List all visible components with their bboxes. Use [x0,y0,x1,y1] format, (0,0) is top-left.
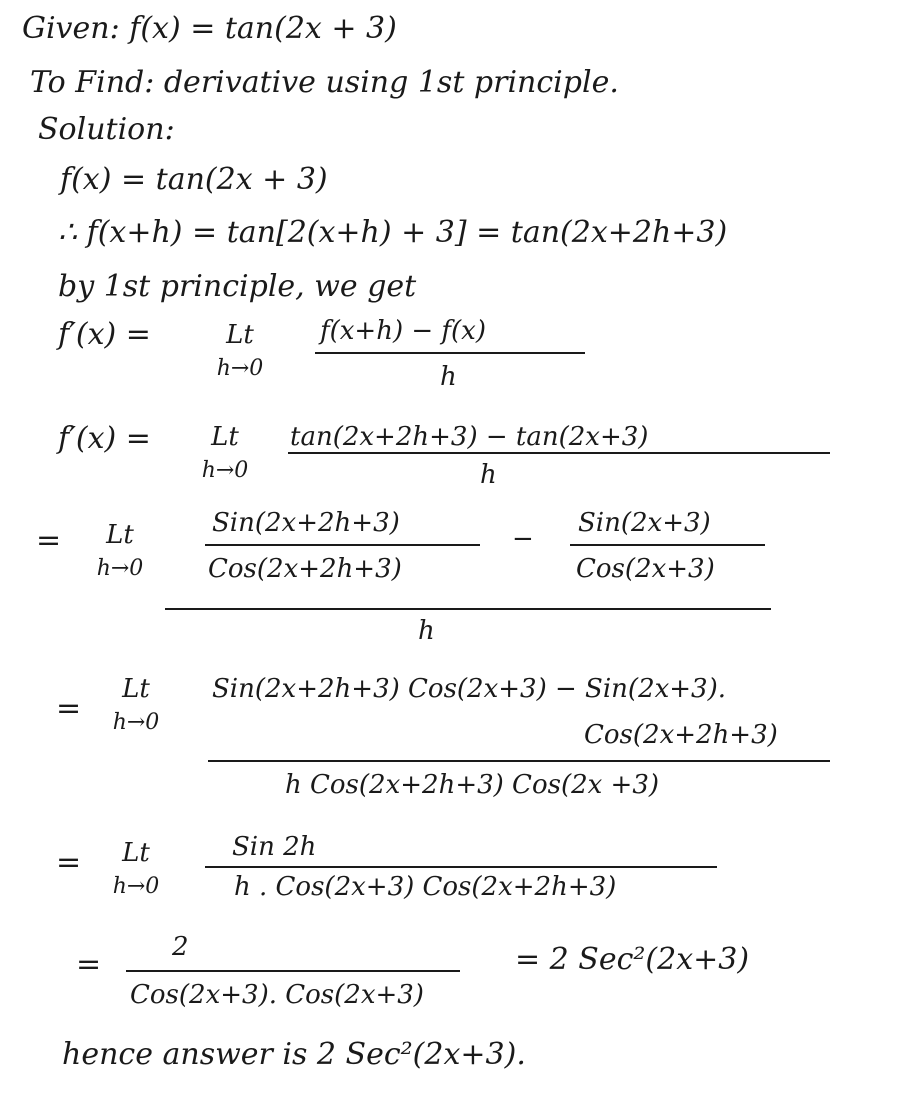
step6-numerator-1: Sin(2x+2h+3) [212,508,400,538]
final-answer: hence answer is 2 Sec²(2x+3). [62,1037,526,1072]
step9-numerator: 2 [172,932,189,962]
step7-limit: Lt h→0 [112,674,160,735]
step6-minus: − [512,524,534,554]
to-find-line: To Find: derivative using 1st principle. [30,65,619,100]
step5-lhs: f′(x) = [58,421,151,456]
step6-inner-bar-2 [570,544,765,546]
step8-denominator: h . Cos(2x+3) Cos(2x+2h+3) [234,872,617,902]
step9-denominator: Cos(2x+3). Cos(2x+3) [130,980,424,1010]
step6-numerator-2: Sin(2x+3) [578,508,711,538]
step7-numerator-b: Cos(2x+2h+3) [584,720,778,750]
solution-heading: Solution: [38,112,175,147]
step6-denominator: h [418,616,435,646]
step6-inner-bar-1 [205,544,480,546]
step7-numerator-a: Sin(2x+2h+3) Cos(2x+3) − Sin(2x+3). [212,674,727,704]
step6-main-bar [165,608,771,610]
step7-fraction-bar [208,760,830,762]
step5-denominator: h [480,460,497,490]
step8-lhs: = [56,845,82,880]
step5-limit: Lt h→0 [201,422,249,483]
step6-lhs: = [36,523,62,558]
step6-denominator-1: Cos(2x+2h+3) [208,554,402,584]
step4-limit: Lt h→0 [216,320,264,381]
step-fx: f(x) = tan(2x + 3) [60,162,328,197]
step-first-principle: by 1st principle, we get [58,269,417,304]
step5-fraction-bar [288,452,830,454]
step8-limit: Lt h→0 [112,838,160,899]
step9-result: = 2 Sec²(2x+3) [515,942,750,977]
step9-fraction-bar [126,970,460,972]
step6-limit: Lt h→0 [96,520,144,581]
step7-lhs: = [56,691,82,726]
given-line: Given: f(x) = tan(2x + 3) [22,11,397,46]
step7-denominator: h Cos(2x+2h+3) Cos(2x +3) [285,770,660,800]
step5-numerator: tan(2x+2h+3) − tan(2x+3) [290,422,649,452]
step4-denominator: h [440,362,457,392]
step8-fraction-bar [205,866,717,868]
step8-numerator: Sin 2h [232,832,317,862]
step4-numerator: f(x+h) − f(x) [320,316,486,346]
step-fx-plus-h: ∴ f(x+h) = tan[2(x+h) + 3] = tan(2x+2h+3) [58,215,728,250]
step4-lhs: f′(x) = [58,317,151,352]
step4-fraction-bar [315,352,585,354]
step9-lhs: = [76,947,102,982]
step6-denominator-2: Cos(2x+3) [576,554,715,584]
